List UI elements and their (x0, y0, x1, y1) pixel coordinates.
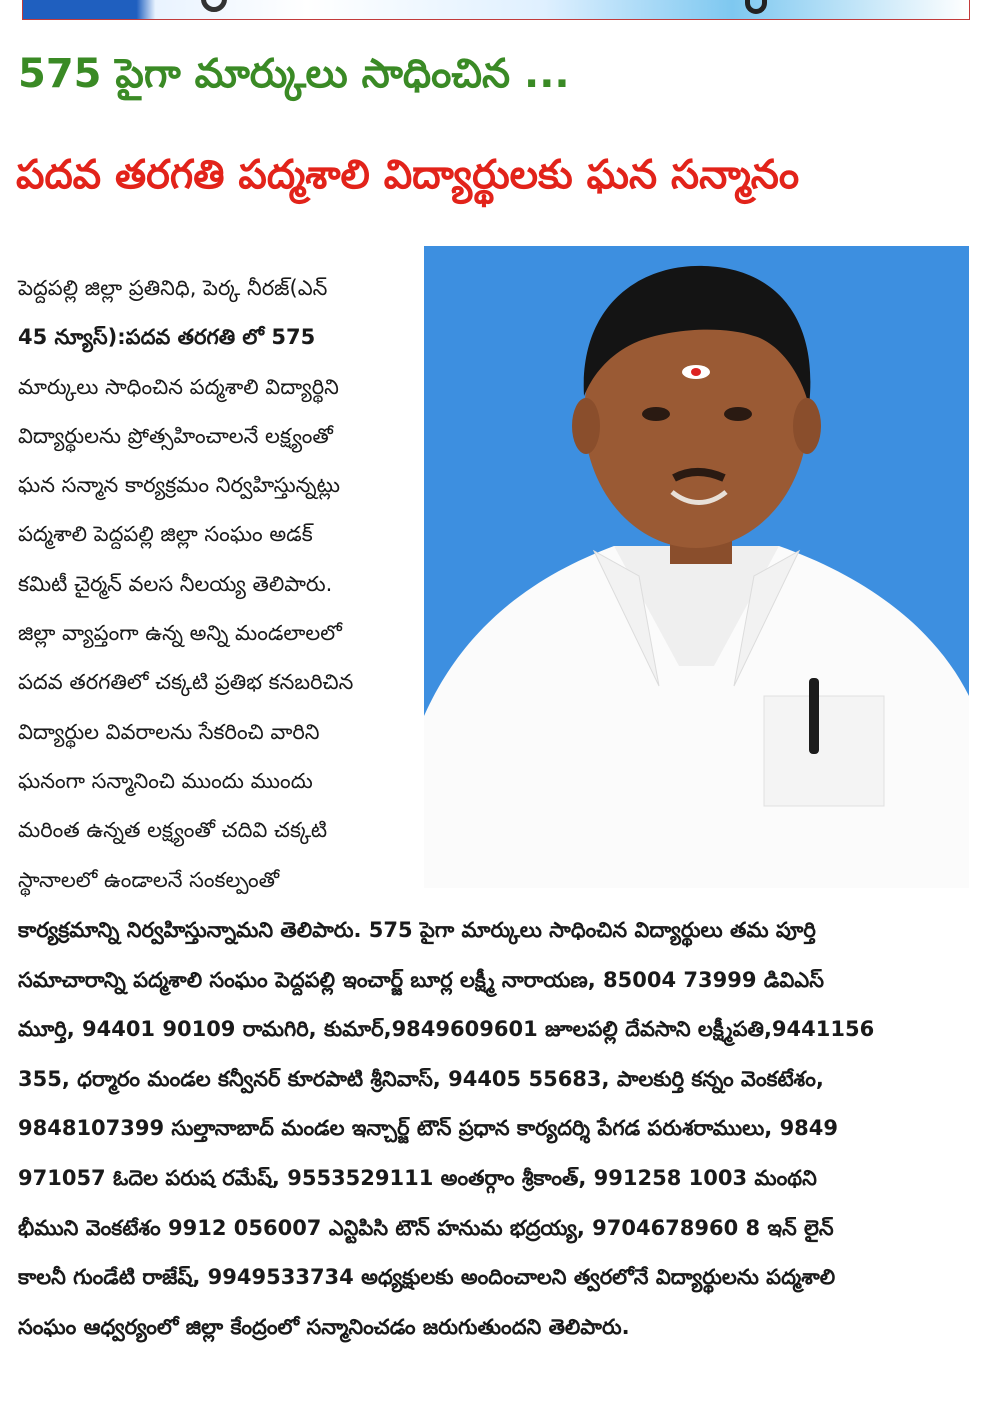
body-line: జిల్లా వ్యాప్తంగా ఉన్న అన్ని మండలాలలో (18, 621, 342, 646)
masthead-banner (22, 0, 970, 20)
body-line: 9848107399 సుల్తానాబాద్ మండల ఇన్చార్జ్ టౌన్ ప్రధాన కార్యదర్శి పేగడ పరుశరాములు, 9849 (18, 1116, 839, 1141)
headline-line-1: 575 పైగా మార్కులు సాధించిన ... (18, 51, 570, 97)
body-line: విద్యార్థులను ప్రోత్సహించాలనే లక్ష్యంతో (18, 423, 333, 448)
body-line: స్థానాలలో ఉండాలనే సంకల్పంతో (18, 867, 280, 892)
body-line: విద్యార్థుల వివరాలను సేకరించి వారిని (18, 719, 320, 744)
body-line: పద్మశాలి పెద్దపల్లి జిల్లా సంఘం అడక్ (18, 522, 313, 547)
body-line: మరింత ఉన్నత లక్ష్యంతో చదివి చక్కటి (18, 818, 328, 843)
body-line: సంఘం ఆధ్వర్యంలో జిల్లా కేంద్రంలో సన్మానించడం జరుగుతుందని తెలిపారు. (18, 1314, 630, 1339)
body-line: కాలనీ గుండేటి రాజేష్, 9949533734 అధ్యక్షులకు అందించాలని త్వరలోనే విద్యార్థులను పద్మశాలి (18, 1265, 836, 1290)
headline-line-2: పదవ తరగతి పద్మశాలి విద్యార్థులకు ఘన సన్మానం (16, 152, 800, 198)
body-line: 971057 ఓదెల పరుష రమేష్, 9553529111 అంతర్గాం శ్రీకాంత్, 991258 1003 మంథని (18, 1165, 817, 1190)
body-line: ఘన సన్మాన కార్యక్రమం నిర్వహిస్తున్నట్లు (18, 473, 341, 498)
body-line: 355, ధర్మారం మండల కన్వీనర్ కూరపాటి శ్రీనివాస్, 94405 55683, పాలకుర్తి కన్నం వెంకటేశం, (18, 1066, 824, 1091)
body-line: పదవ తరగతిలో చక్కటి ప్రతిభ కనబరిచిన (18, 670, 354, 695)
body-line: భీముని వెంకటేశం 9912 056007 ఎన్టిపిసి టౌన్ హనుమ భద్రయ్య, 9704678960 8 ఇన్ లైన్ (18, 1215, 834, 1240)
body-line: కమిటీ చైర్మన్ వలస నీలయ్య తెలిపారు. (18, 571, 333, 596)
logo-mark-right (745, 0, 767, 14)
body-line: సమాచారాన్ని పద్మశాలి సంఘం పెద్దపల్లి ఇంచార్జ్ బూర్ల లక్ష్మీ నారాయణ, 85004 73999 డివిఎస్ (18, 967, 824, 992)
body-line: ఘనంగా సన్మానించి ముందు ముందు (18, 768, 313, 793)
body-line: పెద్దపల్లి జిల్లా ప్రతినిధి, పెర్క నీరజ్(ఎన్ (18, 276, 328, 300)
portrait-illustration (424, 246, 969, 888)
logo-mark (201, 0, 227, 12)
article-column-text (18, 264, 413, 905)
body-line: మూర్తి, 94401 90109 రామగిరి, కుమార్,9849609601 జూలపల్లి దేవసాని లక్ష్మీపతి,9441156 (18, 1017, 875, 1042)
portrait-photo (424, 246, 969, 888)
article-full-width-text (18, 906, 968, 1352)
body-line: కార్యక్రమాన్ని నిర్వహిస్తున్నామని తెలిపారు. 575 పైగా మార్కులు సాధించిన విద్యార్థులు తమ పూర్తి (18, 918, 816, 942)
body-line: మార్కులు సాధించిన పద్మశాలి విద్యార్థిని (18, 374, 339, 399)
body-line: 45 న్యూస్):పదవ తరగతి లో 575 (18, 325, 316, 350)
